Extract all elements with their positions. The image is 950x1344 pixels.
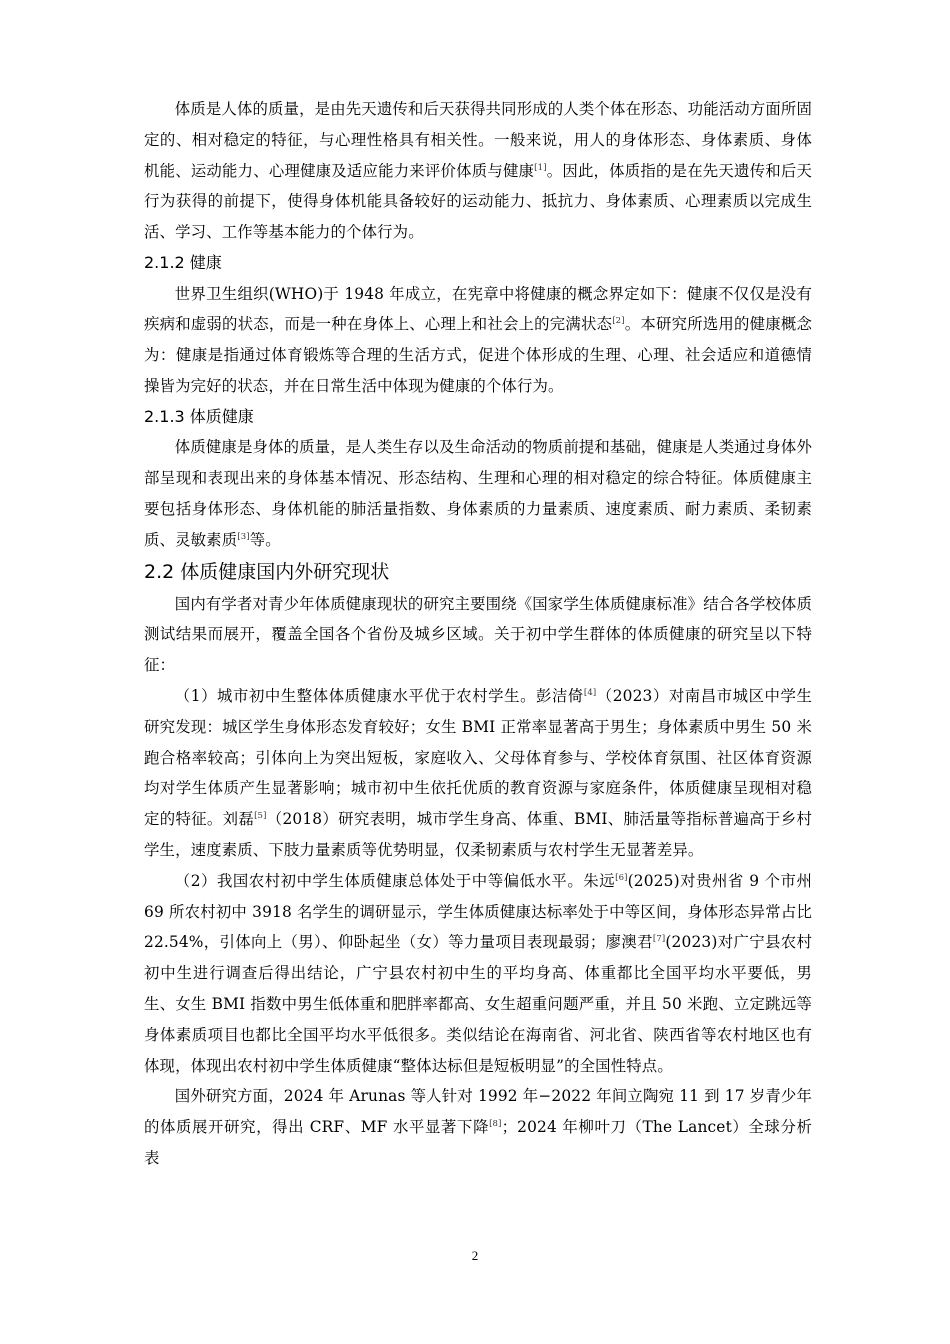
citation-1: [1] bbox=[534, 162, 547, 173]
paragraph-health-definition bbox=[144, 279, 812, 402]
citation-5: [5] bbox=[254, 811, 267, 822]
citation-7: [7] bbox=[652, 934, 666, 945]
paragraph-foreign-research bbox=[144, 1081, 812, 1173]
text: 。因此，体质指的是在先天遗传和后天行为获得的前提下，使得身体机能具备较好的运动能力、抵抗力、身体素质、心理素质以完成生活、学习、工作等基本能力的个体行为。 bbox=[144, 161, 812, 242]
text: 国外研究方面，2024 年 Arunas 等人针对 1992 年−2022 年间立陶宛 11 到 17 岁青少年的体质展开研究，得出 CRF、MF 水平显著下降 bbox=[144, 1087, 812, 1137]
paragraph-domestic-intro: 国内有学者对青少年体质健康现状的研究主要围绕《国家学生体质健康标准》结合各学校体质测试结果而展开，覆盖全国各个省份及城乡区域。关于初中学生群体的体质健康的研究呈以下特征： bbox=[144, 594, 812, 675]
heading-2-1-3: 2.1.3 体质健康 bbox=[144, 406, 254, 426]
text: (2025)对贵州省 9 个市州 69 所农村初中 3918 名学生的调研显示，学生体质健康达标率处于中等区间，身体形态异常占比 22.54%，引体向上（男）、仰卧起坐（女）等力量项目表现最弱；廖澳君 bbox=[144, 871, 812, 952]
citation-6: [6] bbox=[615, 872, 628, 883]
text: (2023)对广宁县农村初中生进行调查后得出结论，广宁县农村初中生的平均身高、体重都比全国平均水平要低，男生、女生 BMI 指数中男生低体重和肥胖率都高、女生超重问题严重，并且 50 米跑、立定跳远等身体素质项目也都比全国平均水平低很多。类似结论在海南省、河北省、陕西省等农村地区也有体现，体现出农村初中学生体质健康“整体达标但是短板明显”的全国性特点。 bbox=[144, 933, 812, 1075]
text: 。本研究所选用的健康概念为：健康是指通过体育锻炼等合理的生活方式，促进个体形成的生理、心理、社会适应和道德情操皆为完好的状态，并在日常生活中体现为健康的个体行为。 bbox=[144, 315, 812, 395]
heading-2-1-2: 2.1.2 健康 bbox=[144, 252, 222, 272]
text: （2023）对南昌市城区中学生研究发现：城区学生身体形态发育较好；女生 BMI 正常率显著高于男生；身体素质中男生 50 米跑合格率较高；引体向上为突出短板，家庭收入、父母体育参与、学校体育氛围、社区体育资源均对学生体质产生显著影响；城市初中生依托优质的教育资源与家庭条件，体质健康呈现相对稳定的特征。刘磊 bbox=[144, 686, 812, 829]
citation-2: [2] bbox=[612, 316, 625, 327]
text: 等。 bbox=[249, 530, 281, 549]
paragraph-physique-definition bbox=[144, 94, 812, 248]
text: （1）城市初中生整体体质健康水平优于农村学生。彭洁倚 bbox=[174, 686, 584, 705]
text: ；2024 年柳叶刀（The Lancet）全球分析表 bbox=[144, 1118, 812, 1167]
text: 体质是人体的质量，是由先天遗传和后天获得共同形成的人类个体在形态、功能活动方面所固定的、相对稳定的特征，与心理性格具有相关性。一般来说，用人的身体形态、身体素质、身体机能、运动能力、心理健康及适应能力来评价体质与健康 bbox=[144, 100, 812, 180]
paragraph-rural-students bbox=[144, 866, 812, 1082]
paragraph-physical-health bbox=[144, 432, 812, 555]
citation-8: [8] bbox=[489, 1119, 502, 1130]
text: 世界卫生组织(WHO)于 1948 年成立，在宪章中将健康的概念界定如下：健康不仅仅是没有疾病和虚弱的状态，而是一种在身体上、心理上和社会上的完满状态 bbox=[144, 284, 812, 334]
citation-4: [4] bbox=[583, 688, 597, 698]
text: （2）我国农村初中学生体质健康总体处于中等偏低水平。朱远 bbox=[174, 871, 616, 890]
paragraph-urban-students bbox=[144, 681, 812, 866]
text: （2018）研究表明，城市学生身高、体重、BMI、肺活量等指标普遍高于乡村学生，速度素质、下肢力量素质等优势明显，仅柔韧素质与农村学生无显著差异。 bbox=[144, 810, 812, 859]
page-number: 2 bbox=[471, 1248, 479, 1263]
text: 体质健康是身体的质量，是人类生存以及生命活动的物质前提和基础，健康是人类通过身体外部呈现和表现出来的身体基本情况、形态结构、生理和心理的相对稳定的综合特征。体质健康主要包括身体形态、身体机能的肺活量指数、身体素质的力量素质、速度素质、耐力素质、柔韧素质、灵敏素质 bbox=[144, 438, 812, 549]
page-body bbox=[144, 94, 812, 1174]
citation-3: [3] bbox=[237, 531, 250, 542]
heading-2-2: 2.2 体质健康国内外研究现状 bbox=[144, 560, 390, 583]
